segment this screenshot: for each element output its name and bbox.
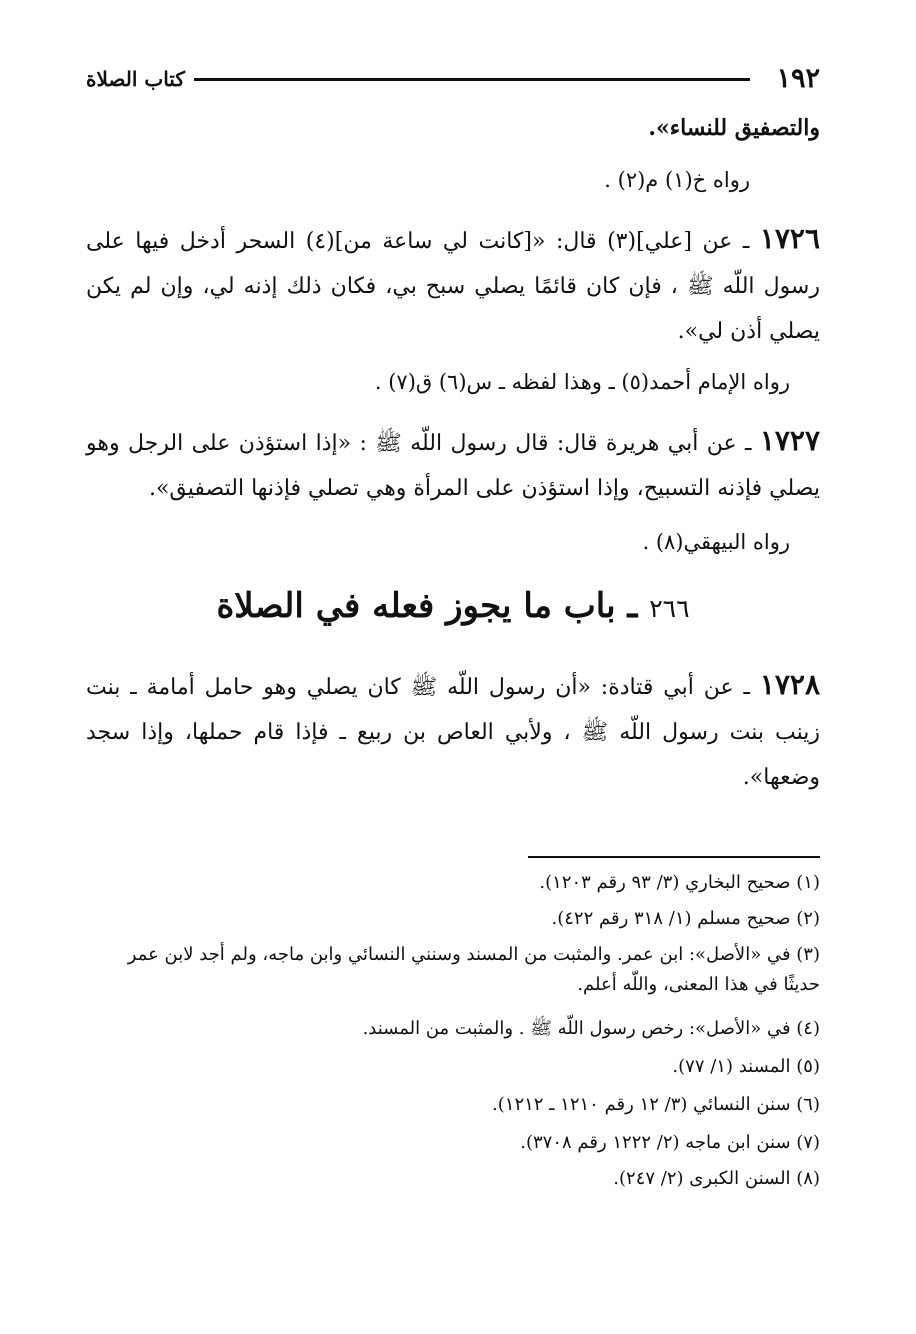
book-page <box>86 0 820 1334</box>
chapter-title: ـ باب ما يجوز فعله في الصلاة <box>216 586 638 626</box>
narration-source: رواه الإمام أحمد(٥) ـ وهذا لفظه ـ س(٦) ق(٧) . <box>374 370 790 394</box>
footnote: (٧) سنن ابن ماجه (٢/ ١٢٢٢ رقم ٣٧٠٨). <box>520 1132 820 1153</box>
running-title: كتاب الصلاة <box>86 67 185 91</box>
narration-source: رواه البيهقي(٨) . <box>642 530 790 554</box>
footnote: (٨) السنن الكبرى (٢/ ٢٤٧). <box>613 1168 820 1189</box>
hadith-number: ١٧٢٦ <box>759 222 820 255</box>
hadith-number: ١٧٢٨ <box>759 668 820 701</box>
chapter-number: ٢٦٦ <box>649 594 690 623</box>
header-rule <box>194 78 750 81</box>
hadith-text: ـ عن [علي](٣) قال: «[كانت لي ساعة من](٤) السحر أدخل فيها على رسول اللّه ﷺ ، فإن كان قائمًا يصلي سبح بي، فكان ذلك إذنه لي، وإن لم يكن يصلي أذن لي». <box>86 229 820 344</box>
continued-hadith-text: والتصفيق للنساء». <box>648 115 820 141</box>
page-number: ١٩٢ <box>776 63 820 94</box>
chapter-heading <box>86 580 820 635</box>
hadith-number: ١٧٢٧ <box>759 424 820 457</box>
footnote: (٤) في «الأصل»: رخص رسول اللّه ﷺ . والمثبت من المسند. <box>362 1018 820 1039</box>
page-header <box>86 62 820 96</box>
hadith-1726 <box>86 216 820 354</box>
footnote-separator <box>528 856 820 858</box>
footnote: (٢) صحيح مسلم (١/ ٣١٨ رقم ٤٢٢). <box>551 908 820 929</box>
footnote: (٥) المسند (١/ ٧٧). <box>672 1056 820 1077</box>
hadith-1728 <box>86 662 820 800</box>
footnote: (١) صحيح البخاري (٣/ ٩٣ رقم ١٢٠٣). <box>539 872 820 893</box>
footnote: (٣) في «الأصل»: ابن عمر. والمثبت من المسند وسنني النسائي وابن ماجه، ولم أجد لابن عمر حديثًا في هذا المعنى، واللّه أعلم. <box>127 944 820 995</box>
footnote: (٦) سنن النسائي (٣/ ١٢ رقم ١٢١٠ ـ ١٢١٢). <box>492 1094 820 1115</box>
narration-source: رواه خ(١) م(٢) . <box>604 168 750 192</box>
hadith-1727 <box>86 418 820 511</box>
hadith-text: ـ عن أبي هريرة قال: قال رسول اللّه ﷺ : «إذا استؤذن على الرجل وهو يصلي فإذنه التسبيح، وإذا استؤذن على المرأة وهي تصلي فإذنها التصفيق». <box>86 431 820 501</box>
hadith-text: ـ عن أبي قتادة: «أن رسول اللّه ﷺ كان يصلي وهو حامل أمامة ـ بنت زينب بنت رسول اللّه ﷺ ، ولأبي العاص بن ربيع ـ فإذا قام حملها، وإذا سجد وضعها». <box>86 675 820 790</box>
